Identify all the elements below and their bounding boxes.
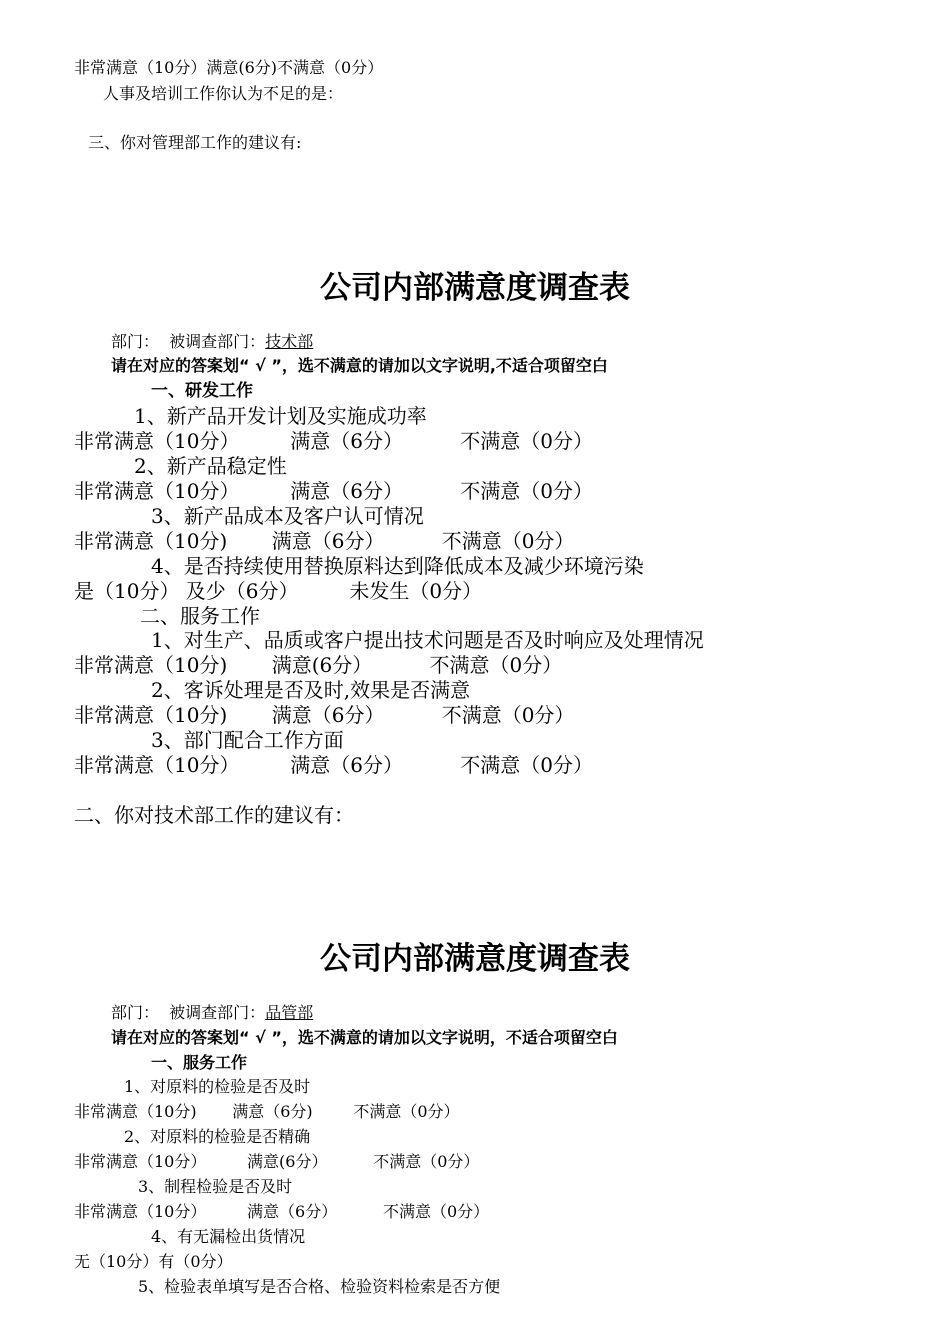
instruction-tech: 请在对应的答案划“ √ ”，选不满意的请加以文字说明,不适合项留空白 xyxy=(111,356,608,375)
dept-label: 部门： 被调查部门： xyxy=(111,1003,266,1022)
answer-options: 非常满意（10分） 满意（6分） 不满意（0分） xyxy=(74,1202,490,1221)
question-text: 3、新产品成本及客户认可情况 xyxy=(151,504,424,528)
question-text: 2、对原料的检验是否精确 xyxy=(124,1127,311,1146)
dept-line-qc xyxy=(111,1005,313,1021)
admin-suggestion-prompt: 三、你对管理部工作的建议有: xyxy=(88,133,302,152)
question-text: 4、是否持续使用替换原料达到降低成本及减少环境污染 xyxy=(151,554,644,578)
answer-options: 非常满意（10分） 满意（6分） 不满意（0分） xyxy=(74,753,593,777)
dept-line-tech xyxy=(111,334,313,350)
section-service-heading: 二、服务工作 xyxy=(140,604,260,628)
question-text: 2、客诉处理是否及时,效果是否满意 xyxy=(151,678,471,702)
rating-options-line: 非常满意（10分）满意(6分)不满意（0分） xyxy=(74,58,384,77)
answer-options: 非常满意（10分） 满意（6分） 不满意（0分） xyxy=(74,429,593,453)
survey-title-qc: 公司内部满意度调查表 xyxy=(320,941,630,977)
answer-options: 非常满意（10分） 满意（6分） 不满意（0分） xyxy=(74,479,593,503)
answer-options: 无（10分）有（0分） xyxy=(74,1252,233,1271)
dept-name-tech: 技术部 xyxy=(265,332,314,351)
hr-training-question: 人事及培训工作你认为不足的是： xyxy=(103,84,344,103)
question-text: 1、对原料的检验是否及时 xyxy=(124,1077,311,1096)
answer-options: 非常满意（10分) 满意（6分） 不满意（0分） xyxy=(74,703,575,727)
answer-options: 非常满意（10分) 满意（6分) 不满意（0分） xyxy=(74,1102,460,1121)
answer-options: 非常满意（10分） 满意(6分） 不满意（0分） xyxy=(74,1152,480,1171)
survey-title-tech: 公司内部满意度调查表 xyxy=(320,270,630,306)
question-text: 2、新产品稳定性 xyxy=(134,454,287,478)
dept-label: 部门： 被调查部门： xyxy=(111,332,266,351)
section-service-heading-qc: 一、服务工作 xyxy=(151,1053,248,1072)
instruction-qc: 请在对应的答案划“ √ ”，选不满意的请加以文字说明，不适合项留空白 xyxy=(111,1028,618,1047)
dept-name-qc: 品管部 xyxy=(265,1003,314,1022)
question-text: 1、对生产、品质或客户提出技术问题是否及时响应及处理情况 xyxy=(151,628,704,652)
question-text: 5、检验表单填写是否合格、检验资料检索是否方便 xyxy=(138,1277,501,1296)
question-text: 4、有无漏检出货情况 xyxy=(151,1227,306,1246)
answer-options: 非常满意（10分) 满意（6分） 不满意（0分） xyxy=(74,529,575,553)
answer-options: 是（10分） 及少（6分） 未发生（0分） xyxy=(74,579,483,603)
answer-options: 非常满意（10分) 满意(6分） 不满意（0分） xyxy=(74,653,563,677)
question-text: 3、部门配合工作方面 xyxy=(151,728,344,752)
section-rd-heading: 一、研发工作 xyxy=(151,381,253,401)
question-text: 1、新产品开发计划及实施成功率 xyxy=(134,404,427,428)
tech-suggestion-prompt: 二、你对技术部工作的建议有： xyxy=(74,803,354,827)
question-text: 3、制程检验是否及时 xyxy=(138,1177,293,1196)
